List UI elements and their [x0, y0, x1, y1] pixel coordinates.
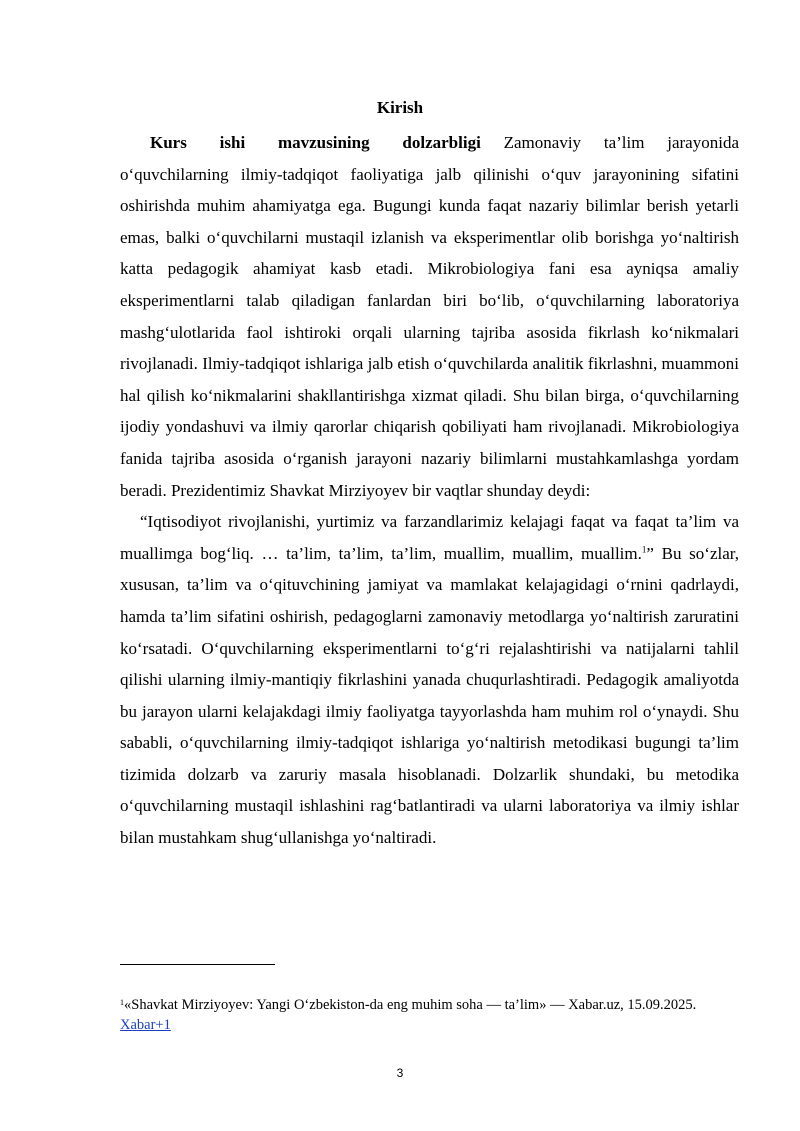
body-text — [120, 127, 739, 854]
president-quote: “Iqtisodiyot rivojlanishi, yurtimiz va farzandlarimiz kelajagi faqat va faqat ta’lim va muallimga bog‘liq. … ta’lim, ta’lim, ta’lim, muallim, muallim, muallim. — [120, 512, 739, 563]
paragraph-quote — [120, 506, 739, 854]
quote-commentary: Bu so‘zlar, xususan, ta’lim va o‘qituvchining jamiyat va mamlakat kelajagidagi o‘rnini qadrlaydi, hamda ta’lim sifatini oshirish, pedagoglarni zamonaviy metodlarga yo‘naltirish zaruratini ko‘rsatadi. O‘quvchilarning eksperimentlarni to‘g‘ri rejalashtirishi va natijalarni tahlil qilishi ularning ilmiy-mantiqiy fikrlashini yanada chuqurlashtiradi. Pedagogik amaliyotda bu jarayon ularni kelajakdagi ilmiy faoliyatga tayyorlashda ham muhim rol o‘ynaydi. Shu sababli, o‘quvchilarning ilmiy-tadqiqot ishlariga yo‘naltirish metodikasi bugungi ta’lim tizimida dolzarb va zaruriy masala hisoblanadi. Dolzarlik shundaki, bu metodika o‘quvchilarning mustaqil ishlashini rag‘batlantiradi va ularni laboratoriya va ilmiy ishlar bilan mustahkam shug‘ullanishga yo‘naltiradi. — [120, 543, 739, 848]
footnote-text: «Shavkat Mirziyoyev: Yangi O‘zbekiston-da eng muhim soha — ta’lim» — Xabar.uz, 15.09.2025. — [124, 997, 697, 1013]
paragraph-relevance — [120, 127, 739, 506]
footnote — [120, 995, 720, 1035]
relevance-heading: Kurs ishi mavzusining dolzarbligi — [150, 133, 481, 152]
quote-close-mark: ” — [646, 543, 654, 563]
footnote-reference[interactable]: 1 — [641, 544, 647, 555]
footnote-marker: 1 — [120, 998, 124, 1007]
page-title: Kirish — [376, 98, 424, 117]
relevance-text: Zamonaviy ta’lim jarayonida o‘quvchilarning ilmiy-tadqiqot faoliyatiga jalb qilinishi o‘quv jarayonining sifatini oshirishda muhim ahamiyatga ega. Bugungi kunda faqat nazariy bilimlar berish yetarli emas, balki o‘quvchilarni mustaqil izlanish va eksperimentlar olib borishga yo‘naltirish katta pedagogik ahamiyat kasb etadi. Mikrobiologiya fani esa ayniqsa amaliy eksperimentlarni talab qiladigan fanlardan biri bo‘lib, o‘quvchilarning laboratoriya mashg‘ulotlarida faol ishtiroki orqali ularning tajriba asosida fikrlash ko‘nikmalari rivojlanadi. Ilmiy-tadqiqot ishlariga jalb etish o‘quvchilarda analitik fikrlashni, muammoni hal qilish ko‘nikmalarini shakllantirishga xizmat qiladi. Shu bilan birga, o‘quvchilarning ijodiy yondashuvi va ilmiy qarorlar chiqarish qobiliyati ham rivojlanadi. Mikrobiologiya fanida tajriba asosida o‘rganish jarayoni nazariy bilimlarni mustahkamlashga yordam beradi. Prezidentimiz Shavkat Mirziyoyev bir vaqtlar shunday deydi: — [120, 133, 739, 500]
footnote-source-link[interactable]: Xabar+1 — [120, 1017, 171, 1033]
page-number: 3 — [396, 1066, 404, 1080]
footnote-separator — [120, 964, 275, 965]
